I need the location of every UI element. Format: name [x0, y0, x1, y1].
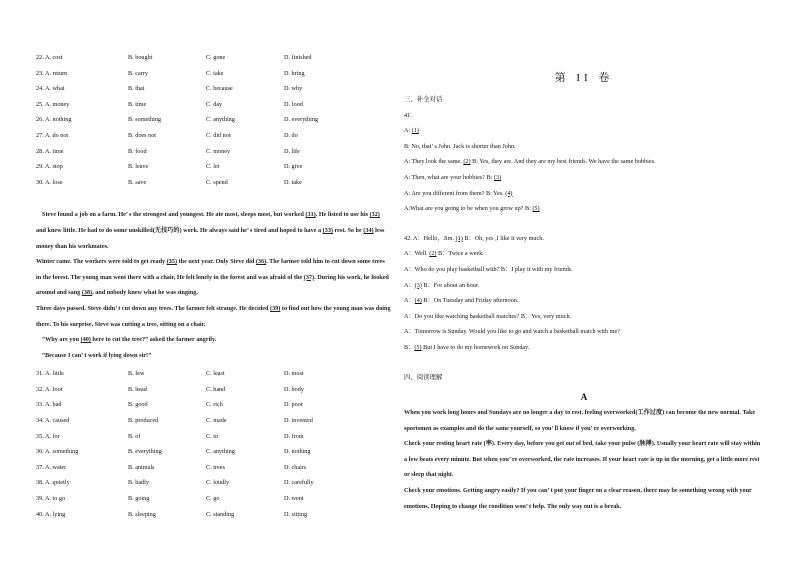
dialog-line: [404, 123, 764, 139]
option-b: B. bought: [128, 54, 153, 61]
option-b: B. leave: [128, 163, 149, 171]
dialog-text: B：: [404, 343, 415, 351]
option-b: B. going: [128, 495, 150, 503]
dialog-text: A:: [404, 127, 412, 135]
part-title: 第 II 卷: [554, 72, 614, 84]
passage-paragraph-1: Steve found a job on a farm. He’ s the strongest and youngest. He ate most, sleeps most, but worked (31). He listed to use his (32) and knew little. He had to do some unskilled(无技巧的) work. He always said he’ s tired and hoped to have a (33) rest. So he (34) less money than his workmates.: [36, 211, 385, 250]
option-row: [36, 366, 391, 382]
option-row: [36, 397, 391, 413]
dialog-text: B: Yes, they are. And they are my best friends. We have the same hobbies.: [470, 158, 656, 166]
option-a: 39. A. to go: [36, 495, 66, 503]
option-row: [36, 460, 391, 476]
dialog-line: [404, 324, 764, 340]
option-row: [36, 112, 391, 128]
section-four-heading: 四、阅读理解: [404, 373, 443, 381]
passage-paragraph-2: Winter came. The workers were told to get ready (35) the next year. Only Steve did (36). The farmer told him to cut down some trees in the forest. The young man went there with a chair. He felt lonely in the forest and was afraid of the (37). During his work, he looked around and sang (38), and nobody knew what he was singing.: [36, 258, 389, 297]
dialog-text: B：Oh, yes ,I like it very much.: [462, 234, 544, 242]
dialog-line: [404, 139, 764, 155]
option-a: 26. A. nothing: [36, 116, 72, 124]
option-d: D. carefully: [284, 479, 314, 487]
option-a: 29. A. stop: [36, 163, 63, 171]
right-column: [404, 70, 764, 514]
option-a: 36. A. something: [36, 448, 79, 456]
option-c: C. day: [206, 100, 223, 108]
option-row: [36, 175, 391, 191]
option-row: [36, 50, 391, 66]
option-b: B. badly: [128, 479, 149, 487]
option-c: C. least: [206, 370, 225, 378]
dialog-line: [404, 262, 764, 278]
dialog-text: A：Well.: [404, 250, 430, 258]
dialog-blank: (1): [455, 234, 463, 242]
reading-paragraph: Check your emotions. Getting angry easily? If you can’ t put your finger on a clear reason, there may be something wrong with your emotions. Hoping to change the condition won’ t help. The only way out is a break.: [404, 487, 752, 510]
option-c: C. did not: [206, 131, 231, 139]
dialog-blank: (2): [463, 158, 471, 166]
option-row: [36, 128, 391, 144]
options-table-31-40: [36, 366, 391, 522]
dialog-text: A: They look the same.: [404, 158, 464, 166]
dialog-line: [404, 186, 764, 202]
dialog-line: [404, 309, 764, 325]
option-d: D. poor: [284, 401, 303, 409]
option-b: B. carry: [128, 69, 148, 77]
option-c: C. anything: [206, 116, 235, 124]
dialog-text: A: Are you different from them? B: Yes.: [404, 189, 506, 197]
dialog-text: A：Who do you play basketball with? B：I play it with my friends.: [404, 265, 573, 273]
option-d: D. bring: [284, 69, 305, 77]
dialog-41: [404, 123, 764, 217]
option-c: C. money: [206, 147, 231, 155]
option-d: D. do: [284, 131, 298, 139]
option-c: C. hand: [206, 385, 226, 393]
option-b: B. sleeping: [128, 510, 156, 518]
dialog-text: B: No, that’ s John. Jack is shorter than John.: [404, 142, 516, 150]
option-row: [36, 475, 391, 491]
dialog-text: A：: [404, 281, 415, 289]
option-a: 23. A. return: [36, 69, 68, 77]
dialog-line: [404, 201, 764, 217]
option-a: 34. A. caused: [36, 417, 70, 425]
dialog-text: A:What are you going to be when you grow up? B:: [404, 205, 533, 213]
option-d: D. everything: [284, 116, 319, 124]
option-a: 31. A. little: [36, 370, 64, 378]
option-b: B. that: [128, 85, 145, 93]
question-41-number: 41.: [404, 111, 412, 119]
dialog-text: A: Then, what are your hobbies? B:: [404, 173, 494, 181]
dialog-text: B：Twice a week.: [436, 250, 484, 258]
dialog-blank: (4): [414, 297, 422, 305]
dialog-text: A：: [404, 297, 415, 305]
dialog-blank: (5): [414, 343, 422, 351]
option-a: 25. A. money: [36, 100, 70, 108]
left-column: [36, 50, 391, 522]
option-d: D. invented: [284, 417, 313, 425]
dialog-line: [404, 278, 764, 294]
dialog-blank: (5): [532, 205, 540, 213]
passage-paragraph-5: “Because I can’ t work if lying down sir!”: [42, 351, 152, 359]
dialog-line: [404, 293, 764, 309]
option-a: 22. A. cost: [36, 54, 63, 61]
option-row: [36, 507, 391, 523]
dialog-42: [404, 231, 764, 356]
dialog-text: A：Tomorrow is Sunday. Would you like to go and watch a basketball match with me?: [404, 328, 620, 336]
reading-paragraph: Check your resting heart rate (率). Every day, before you get out of bed, take your pulse (脉搏). Usually your heart rate will stay within a few beats every minute. But when you’ re overworked, the rate increases. If your heart rate is up in the morning, get a little more rest or sleep that night.: [404, 440, 761, 479]
options-table-22-30: [36, 50, 391, 190]
option-d: D. went: [284, 495, 304, 503]
option-c: C. loudly: [206, 479, 230, 487]
option-c: C. standing: [206, 510, 235, 518]
option-b: B. animals: [128, 463, 155, 471]
option-d: D. from: [284, 432, 304, 440]
option-b: B. few: [128, 370, 145, 378]
option-b: B. food: [128, 147, 147, 155]
option-d: D. most: [284, 370, 304, 378]
option-c: C. spend: [206, 178, 228, 186]
option-a: 27. A. do not: [36, 131, 69, 139]
option-row: [36, 159, 391, 175]
dialog-text: B：For about an hour.: [421, 281, 480, 289]
option-c: C. gone: [206, 54, 226, 61]
option-a: 32. A. foot: [36, 385, 63, 393]
option-b: B. of: [128, 432, 141, 440]
option-c: C. anything: [206, 448, 235, 456]
option-c: C. trees: [206, 463, 225, 471]
option-row: [36, 413, 391, 429]
option-d: D. give: [284, 163, 303, 171]
option-row: [36, 429, 391, 445]
dialog-blank: (3): [493, 173, 502, 181]
option-c: C. let: [206, 163, 220, 171]
dialog-blank: (3): [414, 281, 422, 289]
option-a: 35. A. for: [36, 432, 60, 440]
dialog-blank: (1): [411, 127, 419, 135]
option-c: C. to: [206, 432, 219, 440]
dialog-blank: (4): [505, 189, 513, 197]
dialog-line: [404, 231, 764, 247]
option-b: B. does not: [128, 131, 157, 139]
dialog-line: [404, 170, 764, 186]
option-c: C. rich: [206, 401, 223, 409]
option-d: D. nothing: [284, 448, 311, 456]
option-b: B. good: [128, 401, 148, 409]
option-d: D. food: [284, 100, 303, 108]
option-a: 40. A. lying: [36, 510, 66, 518]
passage-paragraph-4: “Why are you (40) here to cut the tree?” asked the farmer angrily.: [42, 336, 217, 344]
option-a: 38. A. quietly: [36, 479, 70, 487]
option-b: B. everything: [128, 448, 162, 456]
dialog-text: But I have to do my homework on Sunday.: [421, 343, 530, 351]
option-c: C. go: [206, 495, 220, 503]
option-d: D. finished: [284, 54, 312, 61]
dialog-text: A：Do you like watching basketball matches? B：Yes, very much.: [404, 312, 572, 320]
option-row: [36, 444, 391, 460]
section-three-heading: 三、补全对话: [404, 96, 443, 103]
dialog-text: B：On Tuesday and Friday afternoon.: [421, 297, 519, 305]
option-c: C. take: [206, 69, 224, 77]
option-a: 30. A. lose: [36, 178, 63, 186]
dialog-blank: (2): [429, 250, 437, 258]
option-b: B. head: [128, 385, 147, 393]
cloze-passage: [36, 207, 391, 363]
option-c: C. because: [206, 85, 233, 93]
dialog-line: [404, 154, 764, 170]
option-a: 33. A. bad: [36, 401, 62, 409]
option-row: [36, 382, 391, 398]
reading-paragraph: When you work long hours and Sundays are no longer a day to rest, feeling overworked(工作过度) can become the new normal. Take sportsmen as examples and do the same yourself, so you’ ll know if you’ re overworking.: [404, 409, 756, 432]
option-d: D. life: [284, 147, 300, 155]
option-a: 24. A. what: [36, 85, 65, 93]
option-row: [36, 97, 391, 113]
option-a: 28. A. time: [36, 147, 64, 155]
option-row: [36, 144, 391, 160]
option-b: B. save: [128, 178, 147, 186]
option-a: 37. A. water: [36, 463, 67, 471]
option-row: [36, 66, 391, 82]
option-b: B. something: [128, 116, 162, 124]
dialog-line: [404, 340, 764, 356]
dialog-line: [404, 246, 764, 262]
option-d: D. chairs: [284, 463, 307, 471]
reading-a-heading: A: [580, 392, 588, 403]
option-d: D. sitting: [284, 510, 308, 518]
passage-paragraph-3: Three days passed. Steve didn’ t cut down any trees. The farmer felt strange. He decided (39) to find out how the young man was doing there. To his surprise, Steve was cutting a tree, sitting on a chair.: [36, 304, 391, 328]
reading-a-passage: [404, 405, 764, 514]
option-d: D. take: [284, 178, 302, 186]
option-row: [36, 491, 391, 507]
dialog-text: 42. A：Hello，Jim.: [404, 234, 456, 242]
option-b: B. time: [128, 100, 147, 108]
option-row: [36, 81, 391, 97]
option-d: D. body: [284, 385, 304, 393]
option-b: B. produced: [128, 417, 159, 425]
option-d: D. why: [284, 85, 303, 93]
option-c: C. made: [206, 417, 227, 425]
